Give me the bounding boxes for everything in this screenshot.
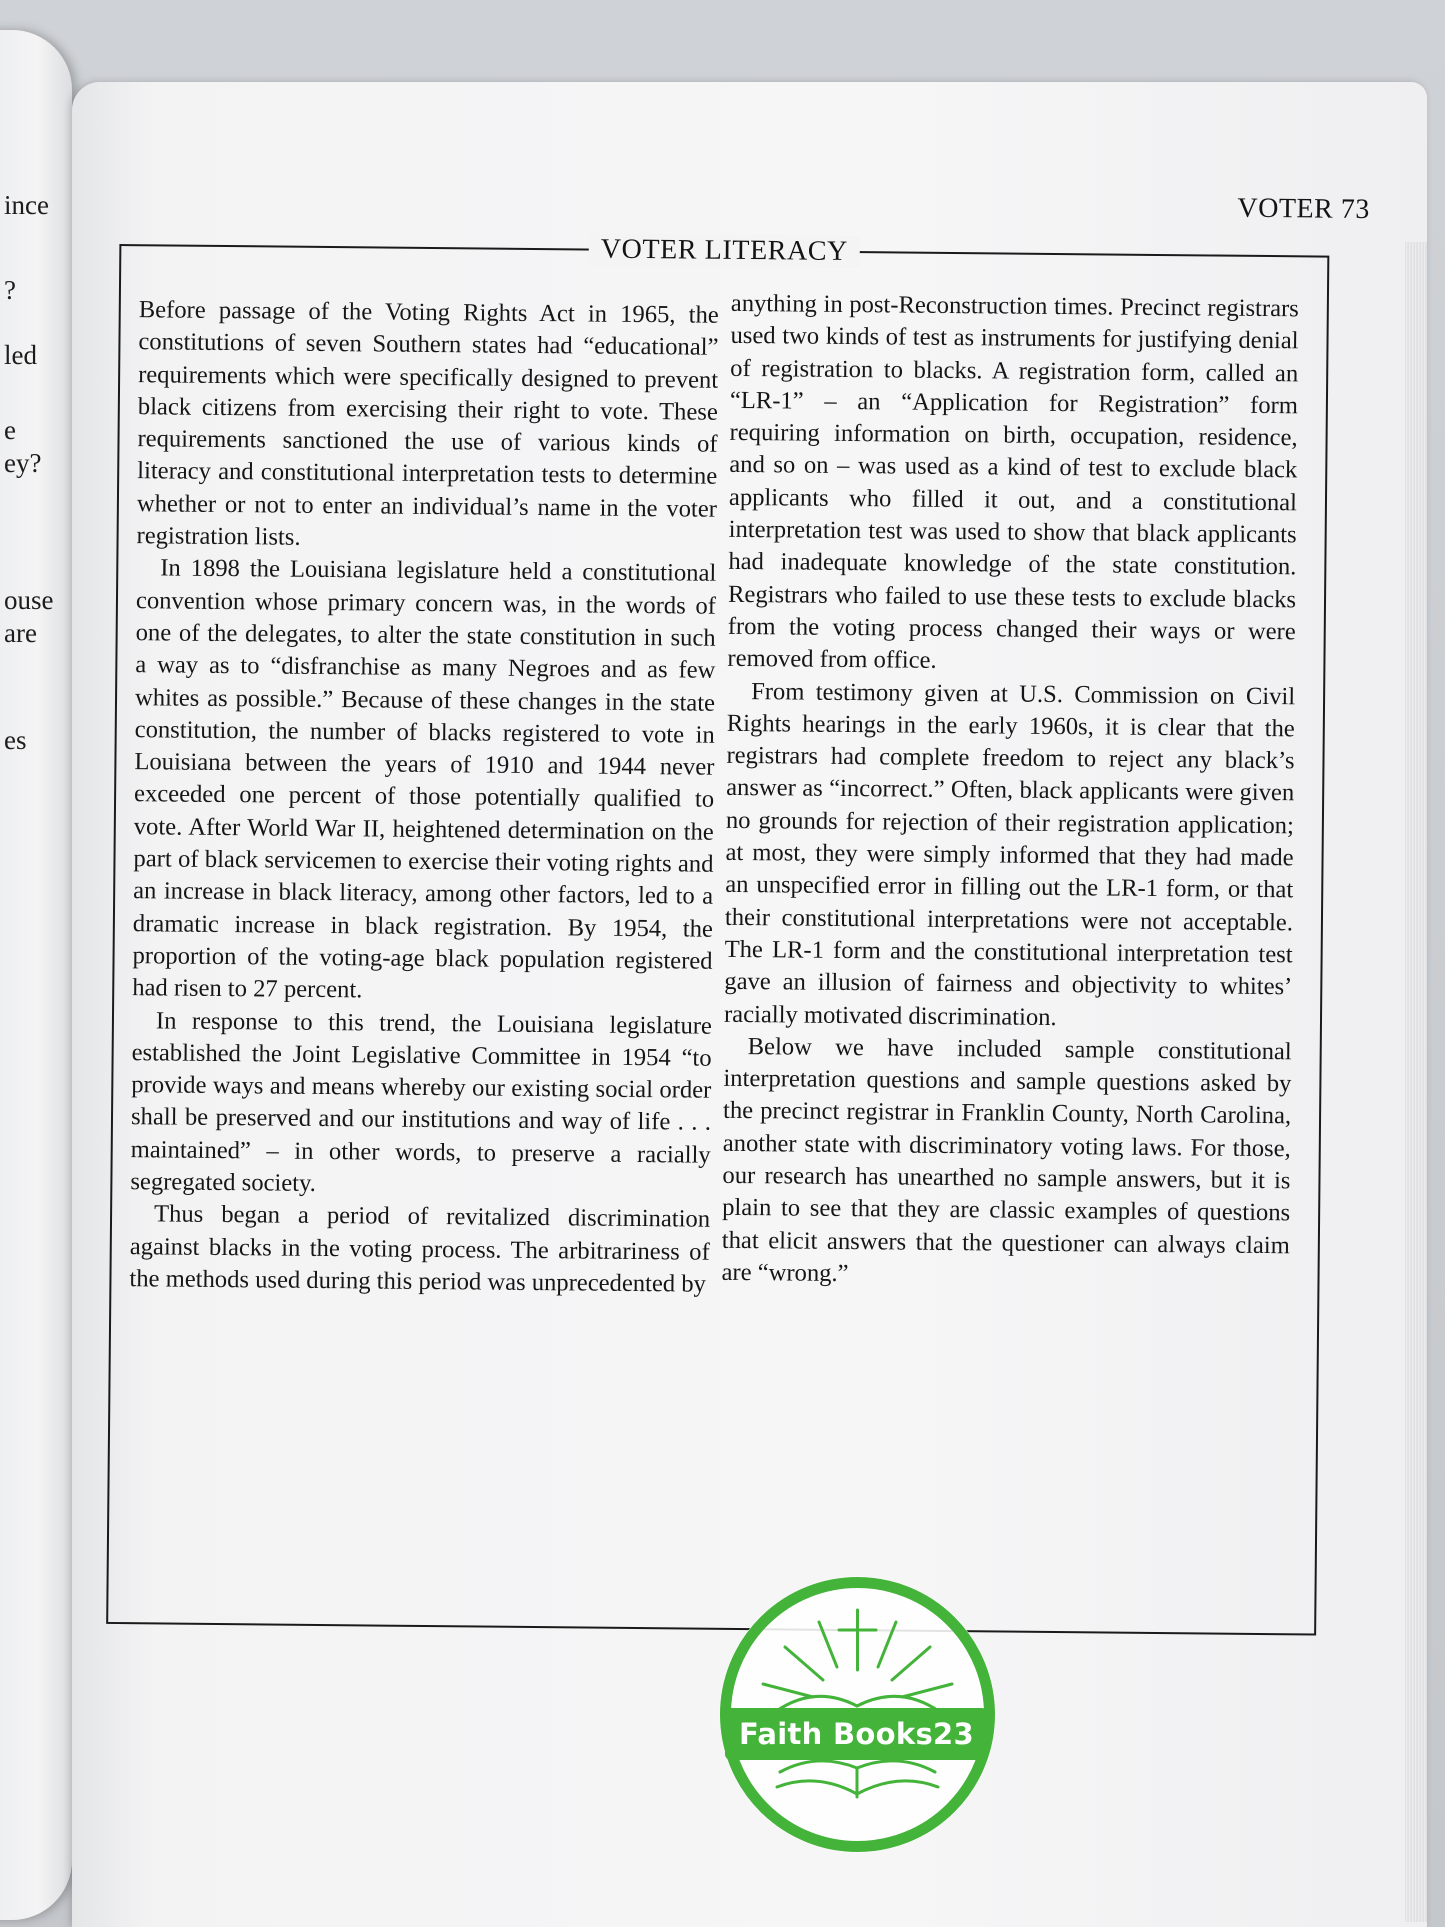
paragraph: anything in post-Reconstruction times. Precinct registrars used two kinds of test as instruments for justifying denial of registration to blacks. A registration form, called an “LR-1” – an “Application for Registration” form requiring information on birth, occupation, residence, and so on – was used as a kind of test to exclude black applicants who filled it out, and a constitutional interpretation test was used to show that black applicants had inadequate knowledge of the state constitution. Registrars who failed to use these tests to exclude blacks from the voting process changed their ways or were removed from office. [727,289,1299,675]
paragraph: In 1898 the Louisiana legislature held a constitutional convention whose primary concern was, in the words of one of the delegates, to alter the state constitution in such a way as to “disfranchise as many Negroes and as few whites as possible.” Because of these changes in the state constitution, the number of blacks registered to vote in Louisiana between the years of 1910 and 1944 never exceeded one percent of those potentially qualified to vote. After World War II, heightened determination on the part of black servicemen to exercise their voting rights and an increase in black literacy, among other factors, led to a dramatic increase in black registration. By 1954, the proportion of the voting-age black population registered had risen to 27 percent. [132,554,717,1004]
left-page-fragment: es [4,725,27,755]
right-column [721,288,1299,1295]
paragraph: Below we have included sample constitutional interpretation questions and sample questions asked by the precinct registrar in Franklin County, North Carolina, another state with discriminatory voting laws. For those, our research has unearthed no sample answers, but it is plain to see that they are classic examples of questions that elicit answers that the questioner can always claim are “wrong.” [721,1032,1292,1287]
paragraph: Before passage of the Voting Rights Act in 1965, the constitutions of seven Southern states had “educational” requirements which were specifically designed to prevent black citizens from exercising their right to vote. These requirements sanctioned the use of various kinds of literacy and constitutional interpretation tests to determine whether or not to enter an individual’s name in the voter registration lists. [136,296,719,551]
left-page-fragment: ince [4,190,49,220]
text-box-frame [106,233,1329,1636]
left-page-fragment: ? [4,275,16,305]
running-head: VOTER 73 [1237,192,1370,225]
paragraph: From testimony given at U.S. Commission on Civil Rights hearings in the early 1960s, it is clear that the registrars had complete freedom to reject any black’s answer as “incorrect.” Often, black applicants were given no grounds for rejection of their registration application; at most, they were simply informed that they had made an unspecified error in filling out the LR-1 form, or that their constitutional interpretations were not acceptable. The LR-1 form and the constitutional interpretation test gave an illusion of fairness and objectivity to whites’ racially motivated discrimination. [723,677,1296,1031]
paragraph: Thus began a period of revitalized discrimination against blacks in the voting process. The arbitrariness of the methods used during this period was unprecedented by [129,1200,711,1298]
watermark-label: Faith Books23 [725,1708,988,1760]
left-page-fragment: e [4,415,16,445]
left-page [0,30,72,1920]
left-column [129,294,719,1301]
left-page-fragment: are [4,618,37,648]
left-page-fragment: ouse [4,585,54,615]
paragraph: In response to this trend, the Louisiana legislature established the Joint Legislative Committee in 1954 “to provide ways and means whereby our existing social order shall be preserved and our institutions and way of life . . . maintained” – in other words, to preserve a racially segregated society. [130,1006,713,1197]
left-page-fragment: led [4,340,37,370]
page-content [105,182,1400,1754]
page-edges [1405,242,1427,1922]
left-page-fragment: ey? [4,448,42,478]
box-title: VOTER LITERACY [589,234,860,269]
